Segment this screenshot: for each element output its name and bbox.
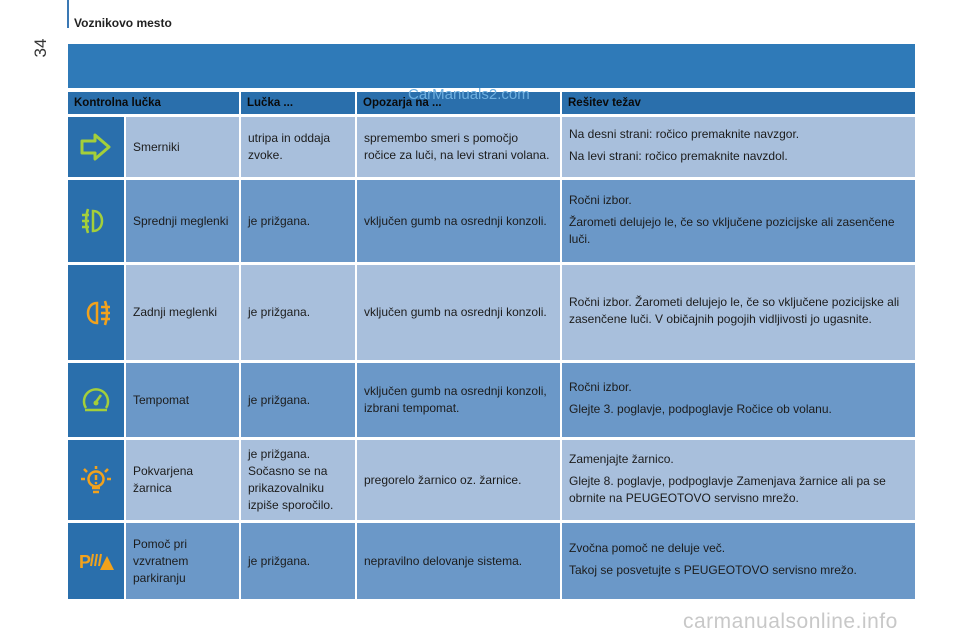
row-state: utripa in oddaja zvoke. [241, 117, 357, 177]
row-solution: Zamenjajte žarnico. Glejte 8. poglavje, podpoglavje Zamenjava žarnice ali pa se obrnite na PEUGEOTOVO servisno mrežo. [562, 440, 915, 520]
turn-signal-arrow-icon [68, 117, 126, 177]
page-number: 34 [31, 38, 50, 58]
header-accent-bar [67, 0, 69, 28]
row-cause: vključen gumb na osrednji konzoli. [357, 180, 562, 262]
table-row [68, 523, 915, 599]
table-row [68, 117, 915, 177]
row-cause: vključen gumb na osrednji konzoli, izbrani tempomat. [357, 363, 562, 437]
header-warning-light: Kontrolna lučka [68, 92, 241, 114]
row-cause: nepravilno delovanje sistema. [357, 523, 562, 599]
header-light-state: Lučka ... [241, 92, 357, 114]
row-cause: vključen gumb na osrednji konzoli. [357, 265, 562, 360]
rear-fog-light-icon [68, 265, 126, 360]
warning-lights-table [68, 89, 915, 602]
header-indicates: Opozarja na ... [357, 92, 562, 114]
row-state: je prižgana. [241, 180, 357, 262]
front-fog-light-icon [68, 180, 126, 262]
row-state: je prižgana. [241, 363, 357, 437]
section-title: Voznikovo mesto [74, 16, 172, 30]
table-row [68, 180, 915, 262]
table-row [68, 363, 915, 437]
row-state: je prižgana. [241, 265, 357, 360]
row-cause: spremembo smeri s pomočjo ročice za luči, na levi strani volana. [357, 117, 562, 177]
row-solution: Ročni izbor. Glejte 3. poglavje, podpoglavje Ročice ob volanu. [562, 363, 915, 437]
row-name: Tempomat [126, 363, 241, 437]
row-name: Zadnji meglenki [126, 265, 241, 360]
row-name: Smerniki [126, 117, 241, 177]
row-name: Pokvarjena žarnica [126, 440, 241, 520]
row-state: je prižgana. Sočasno se na prikazovalniku izpiše sporočilo. [241, 440, 357, 520]
row-solution: Zvočna pomoč ne deluje več. Takoj se posvetujte s PEUGEOTOVO servisno mrežo. [562, 523, 915, 599]
cruise-control-icon [68, 363, 126, 437]
row-state: je prižgana. [241, 523, 357, 599]
watermark-top: CarManuals2.com [408, 86, 530, 103]
parking-assist-icon [68, 523, 126, 599]
table-row [68, 440, 915, 520]
row-solution: Na desni strani: ročico premaknite navzgor. Na levi strani: ročico premaknite navzdol. [562, 117, 915, 177]
header-solution: Rešitev težav [562, 92, 915, 114]
row-solution: Ročni izbor. Žarometi delujejo le, če so vključene pozicijske ali zasenčene luči. [562, 180, 915, 262]
table-row [68, 265, 915, 360]
row-solution: Ročni izbor. Žarometi delujejo le, če so vključene pozicijske ali zasenčene luči. V običajnih pogojih vidljivosti jo ugasnite. [562, 265, 915, 360]
row-name: Pomoč pri vzvratnem parkiranju [126, 523, 241, 599]
bulb-failure-icon [68, 440, 126, 520]
row-cause: pregorelo žarnico oz. žarnice. [357, 440, 562, 520]
banner [68, 44, 915, 88]
watermark-bottom: carmanualsonline.info [683, 610, 898, 633]
svg-text:P: P [79, 552, 92, 572]
row-name: Sprednji meglenki [126, 180, 241, 262]
